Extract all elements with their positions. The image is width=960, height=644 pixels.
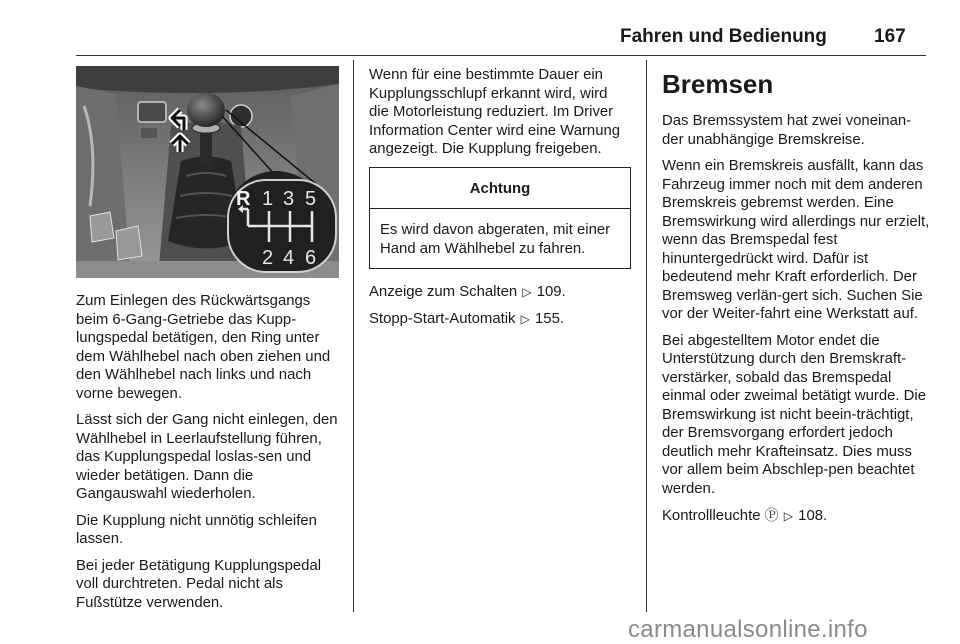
- paragraph-clutch-pedal: Bei jeder Betätigung Kupplungspedal voll durchtreten. Pedal nicht als Fußstütze verwenden.: [76, 557, 322, 611]
- gear-lever-illustration: [76, 66, 339, 278]
- header-rule: [76, 55, 926, 56]
- paragraph-engine-off-braking: Bei abgestelltem Motor endet die Unterstützung durch den Bremskraft-verstärker, sobald das Bremspedal einmal oder zweimal betätigt wurde. Die Bremswirkung ist nicht beein-trächtigt, der Bremsvorgang erfordert jedoch deutlich mehr Krafteinsatz. Dies muss vor allem beim Abschlep-pen beachtet werden.: [662, 332, 927, 497]
- gear-label-reverse: R: [236, 188, 251, 210]
- brake-warning-icon: Ⓟ: [764, 507, 779, 523]
- reference-arrow-icon: ▷: [783, 509, 794, 523]
- paragraph-clutch-protection: Wenn für eine bestimmte Dauer ein Kupplungsschlupf erkannt wird, wird die Motorleistung reduziert. Im Driver Information Center wird eine Warnung angezeigt. Die Kupplung freigeben.: [369, 67, 621, 157]
- paragraph-brake-circuits: Das Bremssystem hat zwei voneinan-der unabhängige Bremskreise.: [662, 113, 912, 148]
- warning-title: Achtung: [370, 168, 630, 210]
- cross-reference-shift-indicator[interactable]: [369, 283, 631, 302]
- paragraph-reverse-gear: Zum Einlegen des Rückwärtsgangs beim 6-Gang-Getriebe das Kupp-lungspedal betätigen, den Ring unter dem Wählhebel nach oben ziehen und den Wählhebel nach links und nach vorne bewegen.: [76, 293, 331, 402]
- reference-arrow-icon: ▷: [520, 311, 530, 326]
- cross-reference-warning-light[interactable]: [662, 506, 930, 526]
- cross-reference-page: 155.: [535, 310, 564, 327]
- cross-reference-stop-start[interactable]: [369, 310, 631, 329]
- column-2-text: [369, 66, 631, 336]
- page-number: 167: [874, 26, 906, 47]
- gear-label-6: 6: [305, 247, 317, 269]
- gear-label-5: 5: [305, 188, 317, 210]
- paragraph-brake-failure: Wenn ein Bremskreis ausfällt, kann das Fahrzeug immer noch mit dem anderen Bremskreis gebremst werden. Eine Bremswirkung wird allerdings nur erzielt, wenn das Bremspedal fest hinuntergedrückt wird. Dafür ist bedeutend mehr Kraft erforderlich. Der Bremsweg verlän-gert sich. Suchen Sie vor der Weiter-fahrt eine Werkstatt auf.: [662, 158, 930, 322]
- gear-label-1: 1: [262, 188, 274, 210]
- paragraph-gear-not-engaging: Lässt sich der Gang nicht einlegen, den Wählhebel in Leerlaufstellung führen, das Kupplungspedal loslas-sen und wieder betätigen. Dann die Gangauswahl wiederholen.: [76, 412, 338, 502]
- gear-lever-figure: [76, 66, 339, 278]
- cross-reference-text: Anzeige zum Schalten: [369, 284, 518, 300]
- section-heading-brakes: Bremsen: [662, 69, 774, 99]
- cross-reference-text: Stopp-Start-Automatik: [369, 310, 516, 327]
- column-divider-2: [646, 60, 647, 612]
- gear-label-3: 3: [283, 188, 295, 210]
- paragraph-clutch-slip: Die Kupplung nicht unnötig schleifen lassen.: [76, 512, 317, 547]
- cross-reference-page: 109.: [536, 284, 566, 300]
- cross-reference-text: Kontrollleuchte: [662, 508, 761, 524]
- column-3-text: [662, 66, 930, 534]
- cross-reference-page: 108.: [798, 508, 828, 524]
- reference-arrow-icon: ▷: [522, 285, 532, 299]
- warning-box: [369, 167, 631, 270]
- column-divider-1: [353, 60, 354, 612]
- gear-label-2: 2: [262, 247, 274, 269]
- running-header-title: Fahren und Bedienung: [620, 26, 827, 47]
- column-1-text: [76, 292, 344, 620]
- warning-text: Es wird davon abgeraten, mit einer Hand am Wählhebel zu fahren.: [380, 222, 611, 257]
- gear-label-4: 4: [283, 247, 295, 269]
- watermark: carmanualsonline.info: [628, 616, 868, 643]
